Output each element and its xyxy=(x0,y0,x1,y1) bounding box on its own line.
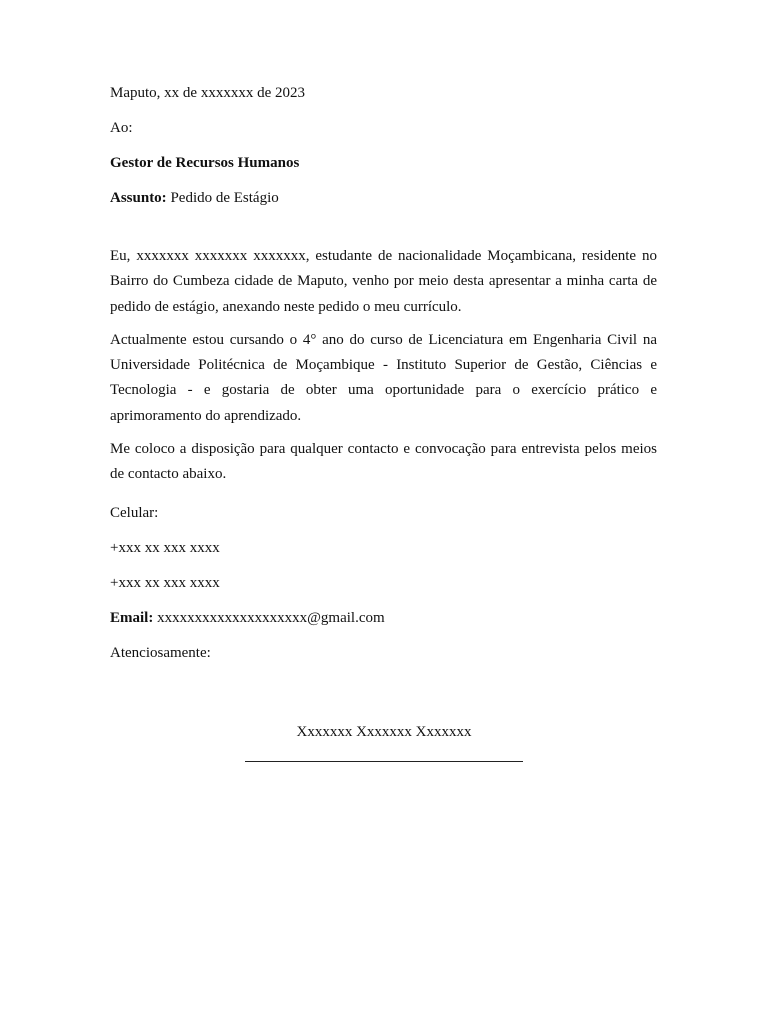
subject-value: Pedido de Estágio xyxy=(166,190,279,206)
phone-label: Celular: xyxy=(110,504,159,521)
email-value: xxxxxxxxxxxxxxxxxxxx@gmail.com xyxy=(153,609,385,626)
signature-name: Xxxxxxx Xxxxxxx Xxxxxxx xyxy=(296,724,472,740)
paragraph-intro: Eu, xxxxxxx xxxxxxx xxxxxxx, estudante de nacionalidade Moçambicana, residente no Bairro do Cumbeza cidade de Maputo, venho por meio desta apresentar a minha carta de pedido de estágio, anexando neste pedido o meu currículo. xyxy=(110,248,657,315)
signature-line xyxy=(245,761,523,762)
subject-label: Assunto: xyxy=(110,190,167,206)
signature-block xyxy=(0,722,768,762)
letter-body xyxy=(110,83,657,678)
place-date: Maputo, xx de xxxxxxx de 2023 xyxy=(110,85,305,101)
paragraph-studies: Actualmente estou cursando o 4° ano do curso de Licenciatura em Engenharia Civil na Universidade Politécnica de Moçambique - Instituto Superior de Gestão, Ciências e Tecnologia - e gostaria de obter uma oportunidade para o exercício prático e aprimoramento do aprendizado. xyxy=(110,331,657,424)
subject-line xyxy=(110,188,657,208)
paragraph-availability: Me coloco a disposição para qualquer contacto e convocação para entrevista pelos meios de contacto abaixo. xyxy=(110,441,657,483)
phone-number-2: +xxx xx xxx xxxx xyxy=(110,574,220,591)
to-label: Ao: xyxy=(110,120,133,136)
recipient: Gestor de Recursos Humanos xyxy=(110,155,300,171)
email-line xyxy=(110,608,657,628)
phone-number-1: +xxx xx xxx xxxx xyxy=(110,539,220,556)
closing: Atenciosamente: xyxy=(110,644,211,661)
email-label: Email: xyxy=(110,609,154,626)
